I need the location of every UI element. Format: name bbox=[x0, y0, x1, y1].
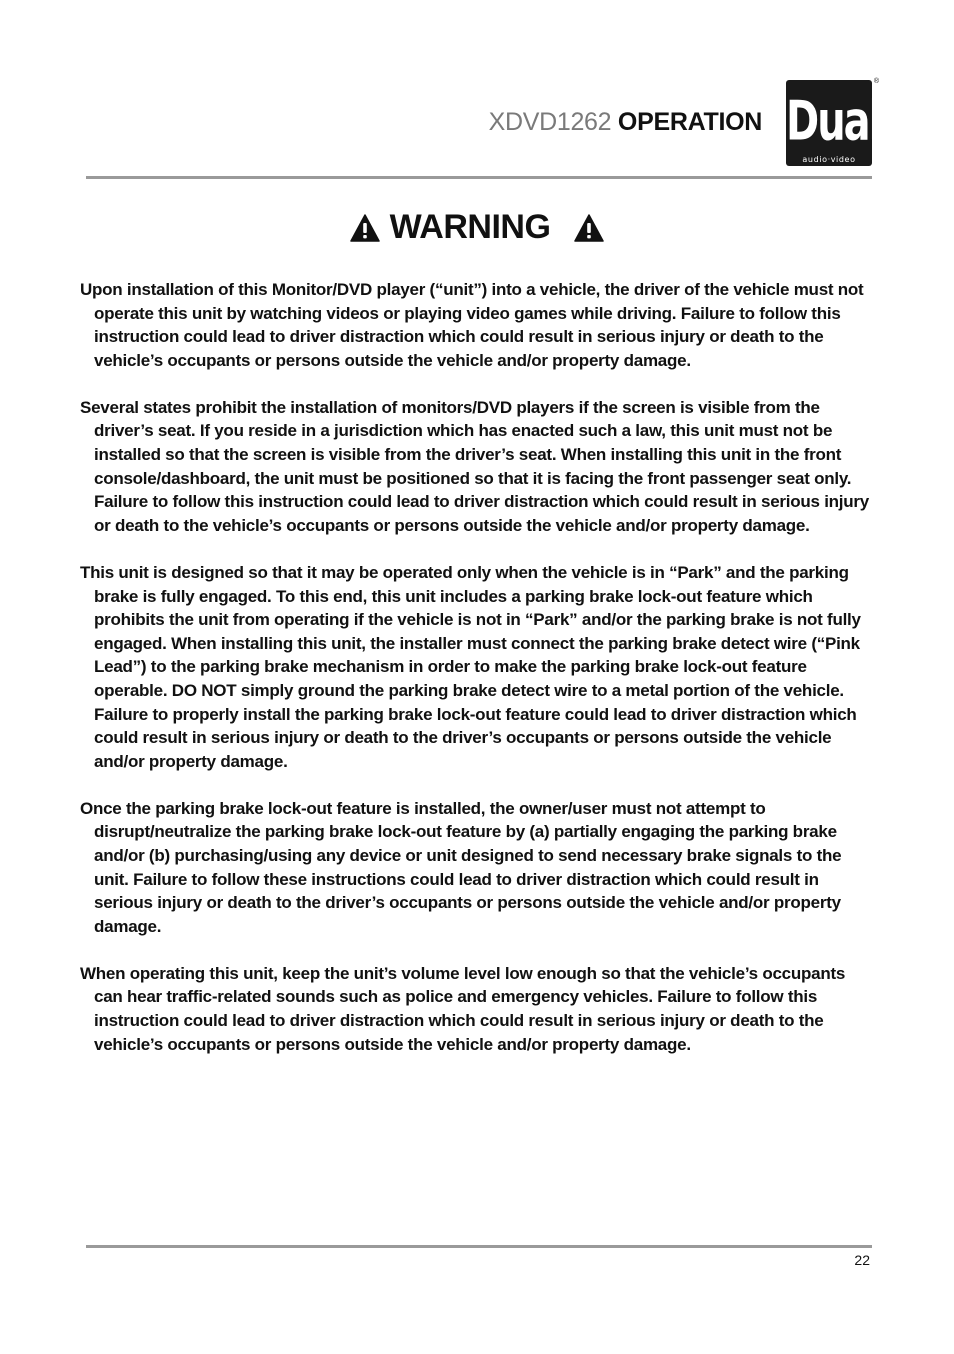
header-title bbox=[489, 108, 762, 137]
footer-divider bbox=[86, 1245, 872, 1248]
warning-body bbox=[80, 278, 875, 1080]
warning-triangle-icon bbox=[574, 214, 604, 242]
section-name: OPERATION bbox=[617, 108, 762, 136]
warning-paragraph: Upon installation of this Monitor/DVD player (“unit”) into a vehicle, the driver of the vehicle must not operate this unit by watching videos or playing video games while driving. Failure to follow this instruction could lead to driver distraction which could result in serious injury or death to the vehicle’s occupants or persons outside the vehicle and/or property damage. bbox=[80, 280, 864, 370]
header-divider bbox=[86, 176, 872, 179]
dual-logo bbox=[786, 78, 881, 166]
page-header bbox=[86, 78, 881, 178]
warning-paragraph: When operating this unit, keep the unit’s volume level low enough so that the vehicle’s occupants can hear traffic-related sounds such as police and emergency vehicles. Failure to follow this instruction could lead to driver distraction which could result in serious injury or death to the vehicle’s occupants or persons outside the vehicle and/or property damage. bbox=[80, 963, 846, 1054]
model-name: XDVD1262 bbox=[488, 108, 612, 136]
warning-paragraph: Once the parking brake lock-out feature is installed, the owner/user must not attempt to disrupt/neutralize the parking brake lock-out feature by (a) partially engaging the parking brake and/or (b) purchasing/using any device or unit designed to send necessary brake signals to the unit. Failure to follow these instructions could lead to driver distraction which could result in serious injury or death to the driver’s occupants or persons outside the vehicle and/or property damage. bbox=[80, 798, 842, 936]
warning-title: WARNING bbox=[389, 208, 551, 246]
logo-subtitle: audio·video bbox=[802, 155, 856, 164]
warning-triangle-icon bbox=[350, 214, 380, 242]
logo-word: Dual bbox=[786, 90, 881, 153]
warning-heading bbox=[0, 208, 954, 247]
page-number: 22 bbox=[854, 1252, 870, 1268]
warning-paragraph: This unit is designed so that it may be operated only when the vehicle is in “Park” and the parking brake is fully engaged. To this end, this unit includes a parking brake lock-out feature which prohibits the unit from operating if the vehicle is not in “Park” and/or the parking brake is not fully engaged. When installing this unit, the installer must connect the parking brake detect wire (“Pink Lead”) to the parking brake mechanism in order to make the parking brake lock-out feature operable. DO NOT simply ground the parking brake detect wire to a metal portion of the vehicle. Failure to properly install the parking brake lock-out feature could lead to driver distraction which could result in serious injury or death to the driver’s occupants or persons outside the vehicle and/or property damage. bbox=[80, 562, 861, 771]
warning-paragraph: Several states prohibit the installation of monitors/DVD players if the screen is visible from the driver’s seat. If you reside in a jurisdiction which has enacted such a law, this unit must not be installed so that the screen is visible from the driver’s seat. When installing this unit in the front console/dashboard, the unit must be positioned so that it is facing the front passenger seat only. Failure to follow this instruction could lead to driver distraction which could result in serious injury or death to the vehicle’s occupants or persons outside the vehicle and/or property damage. bbox=[80, 397, 869, 535]
registered-mark: ® bbox=[873, 78, 879, 85]
